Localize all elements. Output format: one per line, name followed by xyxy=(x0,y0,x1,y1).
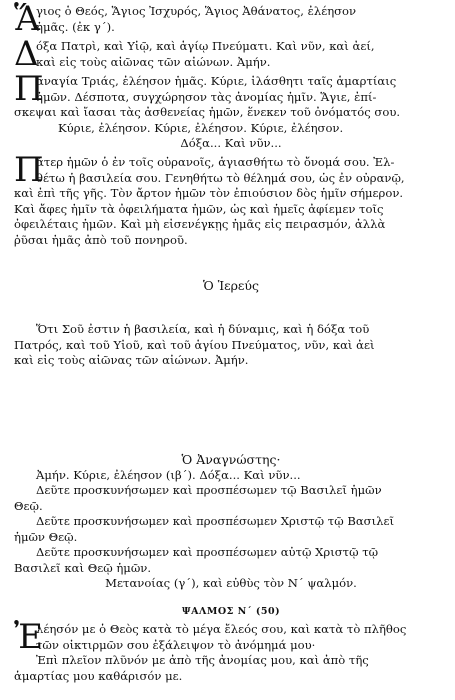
psalm-line: τῶν οἰκτιρμῶν σου ἐξάλειψον τὸ ἀνόμημά μου· xyxy=(36,637,316,652)
doxa-drop-cap: Δ xyxy=(14,34,39,74)
anagnostis-line: Δεῦτε προσκυνήσωμεν καὶ προσπέσωμεν Χριστῷ τῷ Βασιλεῖ xyxy=(36,514,395,528)
hiereus-heading-block xyxy=(14,278,448,294)
anagnostis-line: Δεῦτε προσκυνήσωμεν καὶ προσπέσωμεν τῷ Βασιλεῖ ἡμῶν xyxy=(36,483,382,497)
anagnostis-line: Ἀμήν. Κύριε, ἐλέησον (ιβ΄). Δόξα... Καὶ νῦν... xyxy=(36,467,301,482)
hiereus-line: καὶ εἰς τοὺς αἰῶνας τῶν αἰώνων. Ἀμήν. xyxy=(14,353,249,367)
pater-line: ὀφειλέταις ἡμῶν. Καὶ μὴ εἰσενέγκῃς ἡμᾶς εἰς πειρασμόν, ἀλλὰ xyxy=(14,217,386,231)
psalm-heading: ΨΑΛΜΟΣ Ν΄ (50) xyxy=(181,606,281,617)
anagnostis-line: Δεῦτε προσκυνήσωμεν καὶ προσπέσωμεν αὐτῷ Χριστῷ τῷ xyxy=(36,545,379,559)
pater-line: καὶ ἐπὶ τῆς γῆς. Τὸν ἄρτον ἡμῶν τὸν ἐπιούσιον δὸς ἡμῖν σήμερον. xyxy=(14,186,404,200)
pater-drop-cap: Π xyxy=(14,150,44,190)
panagia-line: ἡμῶν. Δέσποτα, συγχώρησον τὰς ἀνομίας ἡμῖν. Ἅγιε, ἐπί- xyxy=(36,89,377,104)
trisagion-line: ἡμᾶς. (ἐκ γ΄). xyxy=(36,19,115,34)
anagnostis-line: ἡμῶν Θεῷ. xyxy=(14,529,78,544)
pater-line: άτερ ἡμῶν ὁ ἐν τοῖς οὐρανοῖς, ἁγιασθήτω τὸ ὄνομά σου. Ἐλ- xyxy=(36,155,395,169)
hiereus-heading: Ὁ Ἱερεύς xyxy=(202,278,260,293)
pater-line: Καὶ ἄφες ἡμῖν τὰ ὀφειλήματα ἡμῶν, ὡς καὶ ἡμεῖς ἀφίεμεν τοῖς xyxy=(14,201,384,216)
anagnostis-paragraph xyxy=(14,452,448,592)
hiereus-paragraph xyxy=(14,322,448,369)
psalm-line: Ἐπὶ πλεῖον πλῦνόν με ἀπὸ τῆς ἀνομίας μου, καὶ ἀπὸ τῆς xyxy=(36,653,369,667)
trisagion-line: γιος ὁ Θεός, Ἅγιος Ἰσχυρός, Ἅγιος Ἀθάνατος, ἐλέησον xyxy=(36,4,357,18)
trisagion-drop-cap: Ἅ xyxy=(14,0,40,39)
pater-line: ῥῦσαι ἡμᾶς ἀπὸ τοῦ πονηροῦ. xyxy=(14,232,188,247)
hiereus-line: Πατρός, καὶ τοῦ Υἱοῦ, καὶ τοῦ ἁγίου Πνεύματος, νῦν, καὶ ἀεὶ xyxy=(14,337,375,352)
panagia-line: αναγία Τριάς, ἐλέησον ἡμᾶς. Κύριε, ἱλάσθητι ταῖς ἁμαρτίαις xyxy=(36,74,397,88)
trisagion-paragraph xyxy=(14,0,448,39)
panagia-line: σκεψαι καὶ ἴασαι τὰς ἀσθενείας ἡμῶν, ἕνεκεν τοῦ ὀνόματός σου. xyxy=(14,105,401,119)
anagnostis-line: Θεῷ. xyxy=(14,498,43,513)
psalm-line: ἁμαρτίας μου καθάρισόν με. xyxy=(14,668,183,683)
psalm-heading-block xyxy=(14,604,448,620)
doxa-paragraph xyxy=(14,34,448,74)
pater-line: θέτω ἡ βασιλεία σου. Γενηθήτω τὸ θέλημά σου, ὡς ἐν οὐρανῷ, xyxy=(36,170,405,185)
hiereus-line: Ὅτι Σοῦ ἐστιν ἡ βασιλεία, καὶ ἡ δύναμις, καὶ ἡ δόξα τοῦ xyxy=(36,322,370,336)
panagia-closing: Δόξα... Καὶ νῦν... xyxy=(180,136,282,150)
anagnostis-line: Μετανοίας (γ΄), καὶ εὐθὺς τὸν Ν΄ ψαλμόν. xyxy=(105,576,357,590)
panagia-line: Κύριε, ἐλέησον. Κύριε, ἐλέησον. Κύριε, ἐλέησον. xyxy=(58,120,344,135)
panagia-drop-cap: Π xyxy=(14,69,44,109)
psalm-paragraph xyxy=(14,617,448,684)
doxa-line: καὶ εἰς τοὺς αἰῶνας τῶν αἰώνων. Ἀμήν. xyxy=(36,54,271,69)
doxa-line: όξα Πατρὶ, καὶ Υἱῷ, καὶ ἁγίῳ Πνεύματι. Καὶ νῦν, καὶ ἀεί, xyxy=(36,39,375,53)
anagnostis-heading: Ὁ Ἀναγνώστης· xyxy=(181,452,281,467)
panagia-paragraph xyxy=(14,69,448,152)
psalm-drop-cap: Ἐ xyxy=(14,617,44,657)
pater-paragraph xyxy=(14,150,448,248)
anagnostis-line: Βασιλεῖ καὶ Θεῷ ἡμῶν. xyxy=(14,560,152,575)
psalm-line: λέησόν με ὁ Θεὸς κατὰ τὸ μέγα ἔλεός σου, καὶ κατὰ τὸ πλῆθος xyxy=(36,622,407,636)
